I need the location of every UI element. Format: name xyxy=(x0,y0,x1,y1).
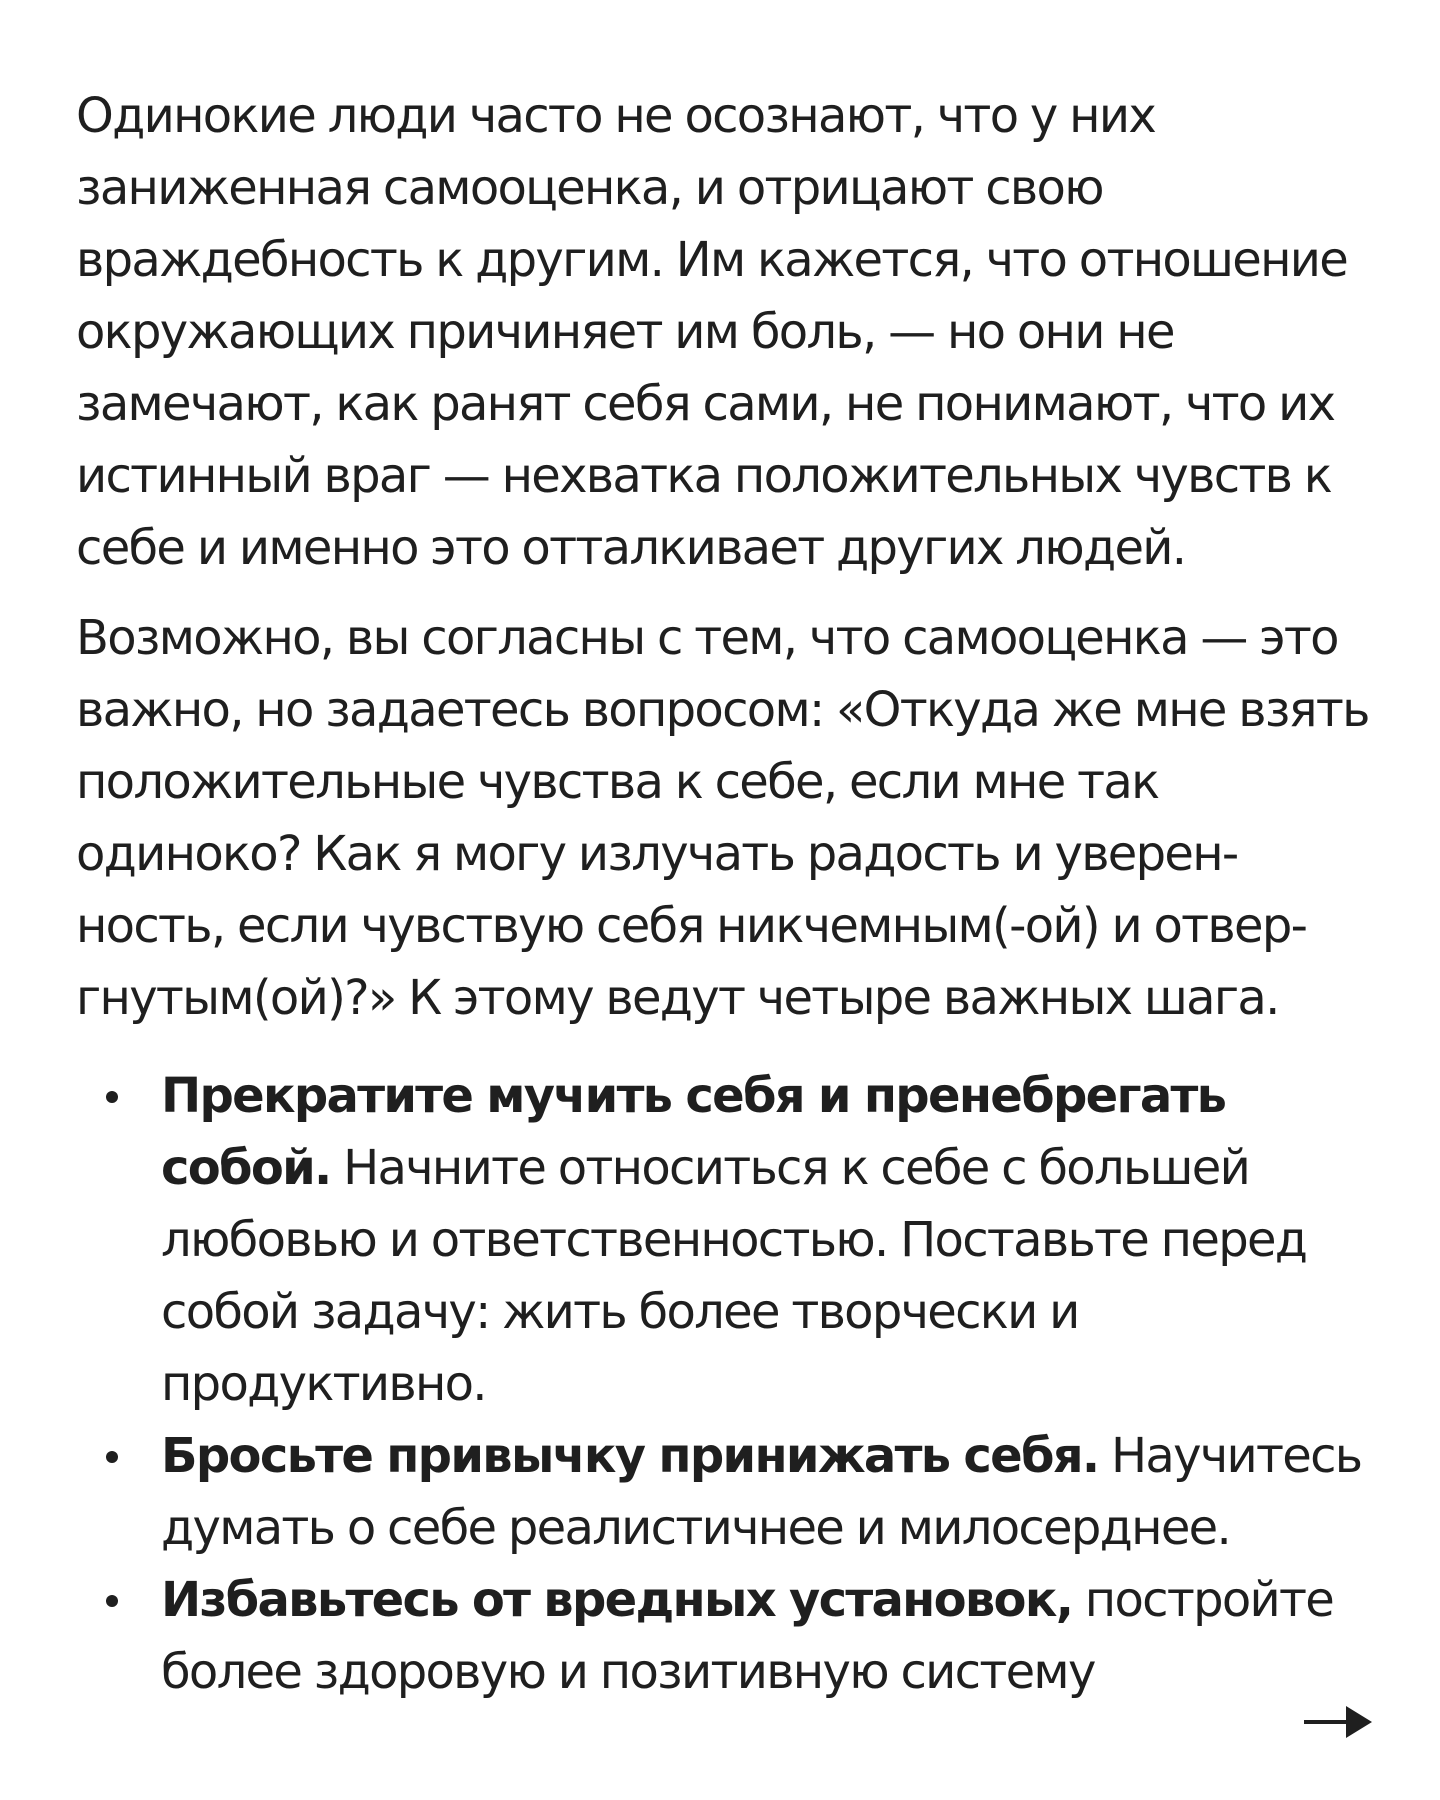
arrow-right-icon xyxy=(1302,1700,1374,1744)
bullet-icon xyxy=(106,1451,118,1463)
step-text: постройте более здоровую и позитивную систему xyxy=(161,1572,1334,1700)
paragraph-question: Возможно, вы согласны с тем, что самооценка — это важно, но задаетесь вопросом: «Откуда же мне взять положительные чувства к себе, если мне так одиноко? Как я могу излучать радость и уверенность, если чувствую себя никчемным(-ой) и отвергнутым(ой)?» К этому ведут четыре важных шага. xyxy=(76,610,1369,1026)
bullet-icon xyxy=(106,1091,118,1103)
step-text: Начните относиться к себе с большей любовью и ответственностью. Поставьте перед собой задачу: жить более творчески и продуктивно. xyxy=(161,1140,1307,1412)
list-item xyxy=(76,1420,1370,1564)
step-title: Бросьте привычку принижать себя. xyxy=(161,1428,1099,1484)
next-page-button[interactable] xyxy=(1302,1700,1374,1744)
bullet-icon xyxy=(106,1595,118,1607)
step-text: Научитесь думать о себе реалистичнее и милосерднее. xyxy=(161,1428,1362,1556)
list-item xyxy=(76,1060,1370,1420)
list-item xyxy=(76,1564,1370,1708)
step-title: Прекратите мучить себя и пренебрегать собой. xyxy=(161,1068,1226,1196)
steps-list xyxy=(76,1060,1370,1708)
paragraph-intro: Одинокие люди часто не осознают, что у них заниженная самооценка, и отрицают свою враждебность к другим. Им кажется, что отношение окружающих причиняет им боль, — но они не замечают, как ранят себя сами, не понимают, что их истинный враг — нехватка положительных чувств к себе и именно это отталкивает других людей. xyxy=(76,88,1348,576)
step-title: Избавьтесь от вредных установок, xyxy=(161,1572,1073,1628)
